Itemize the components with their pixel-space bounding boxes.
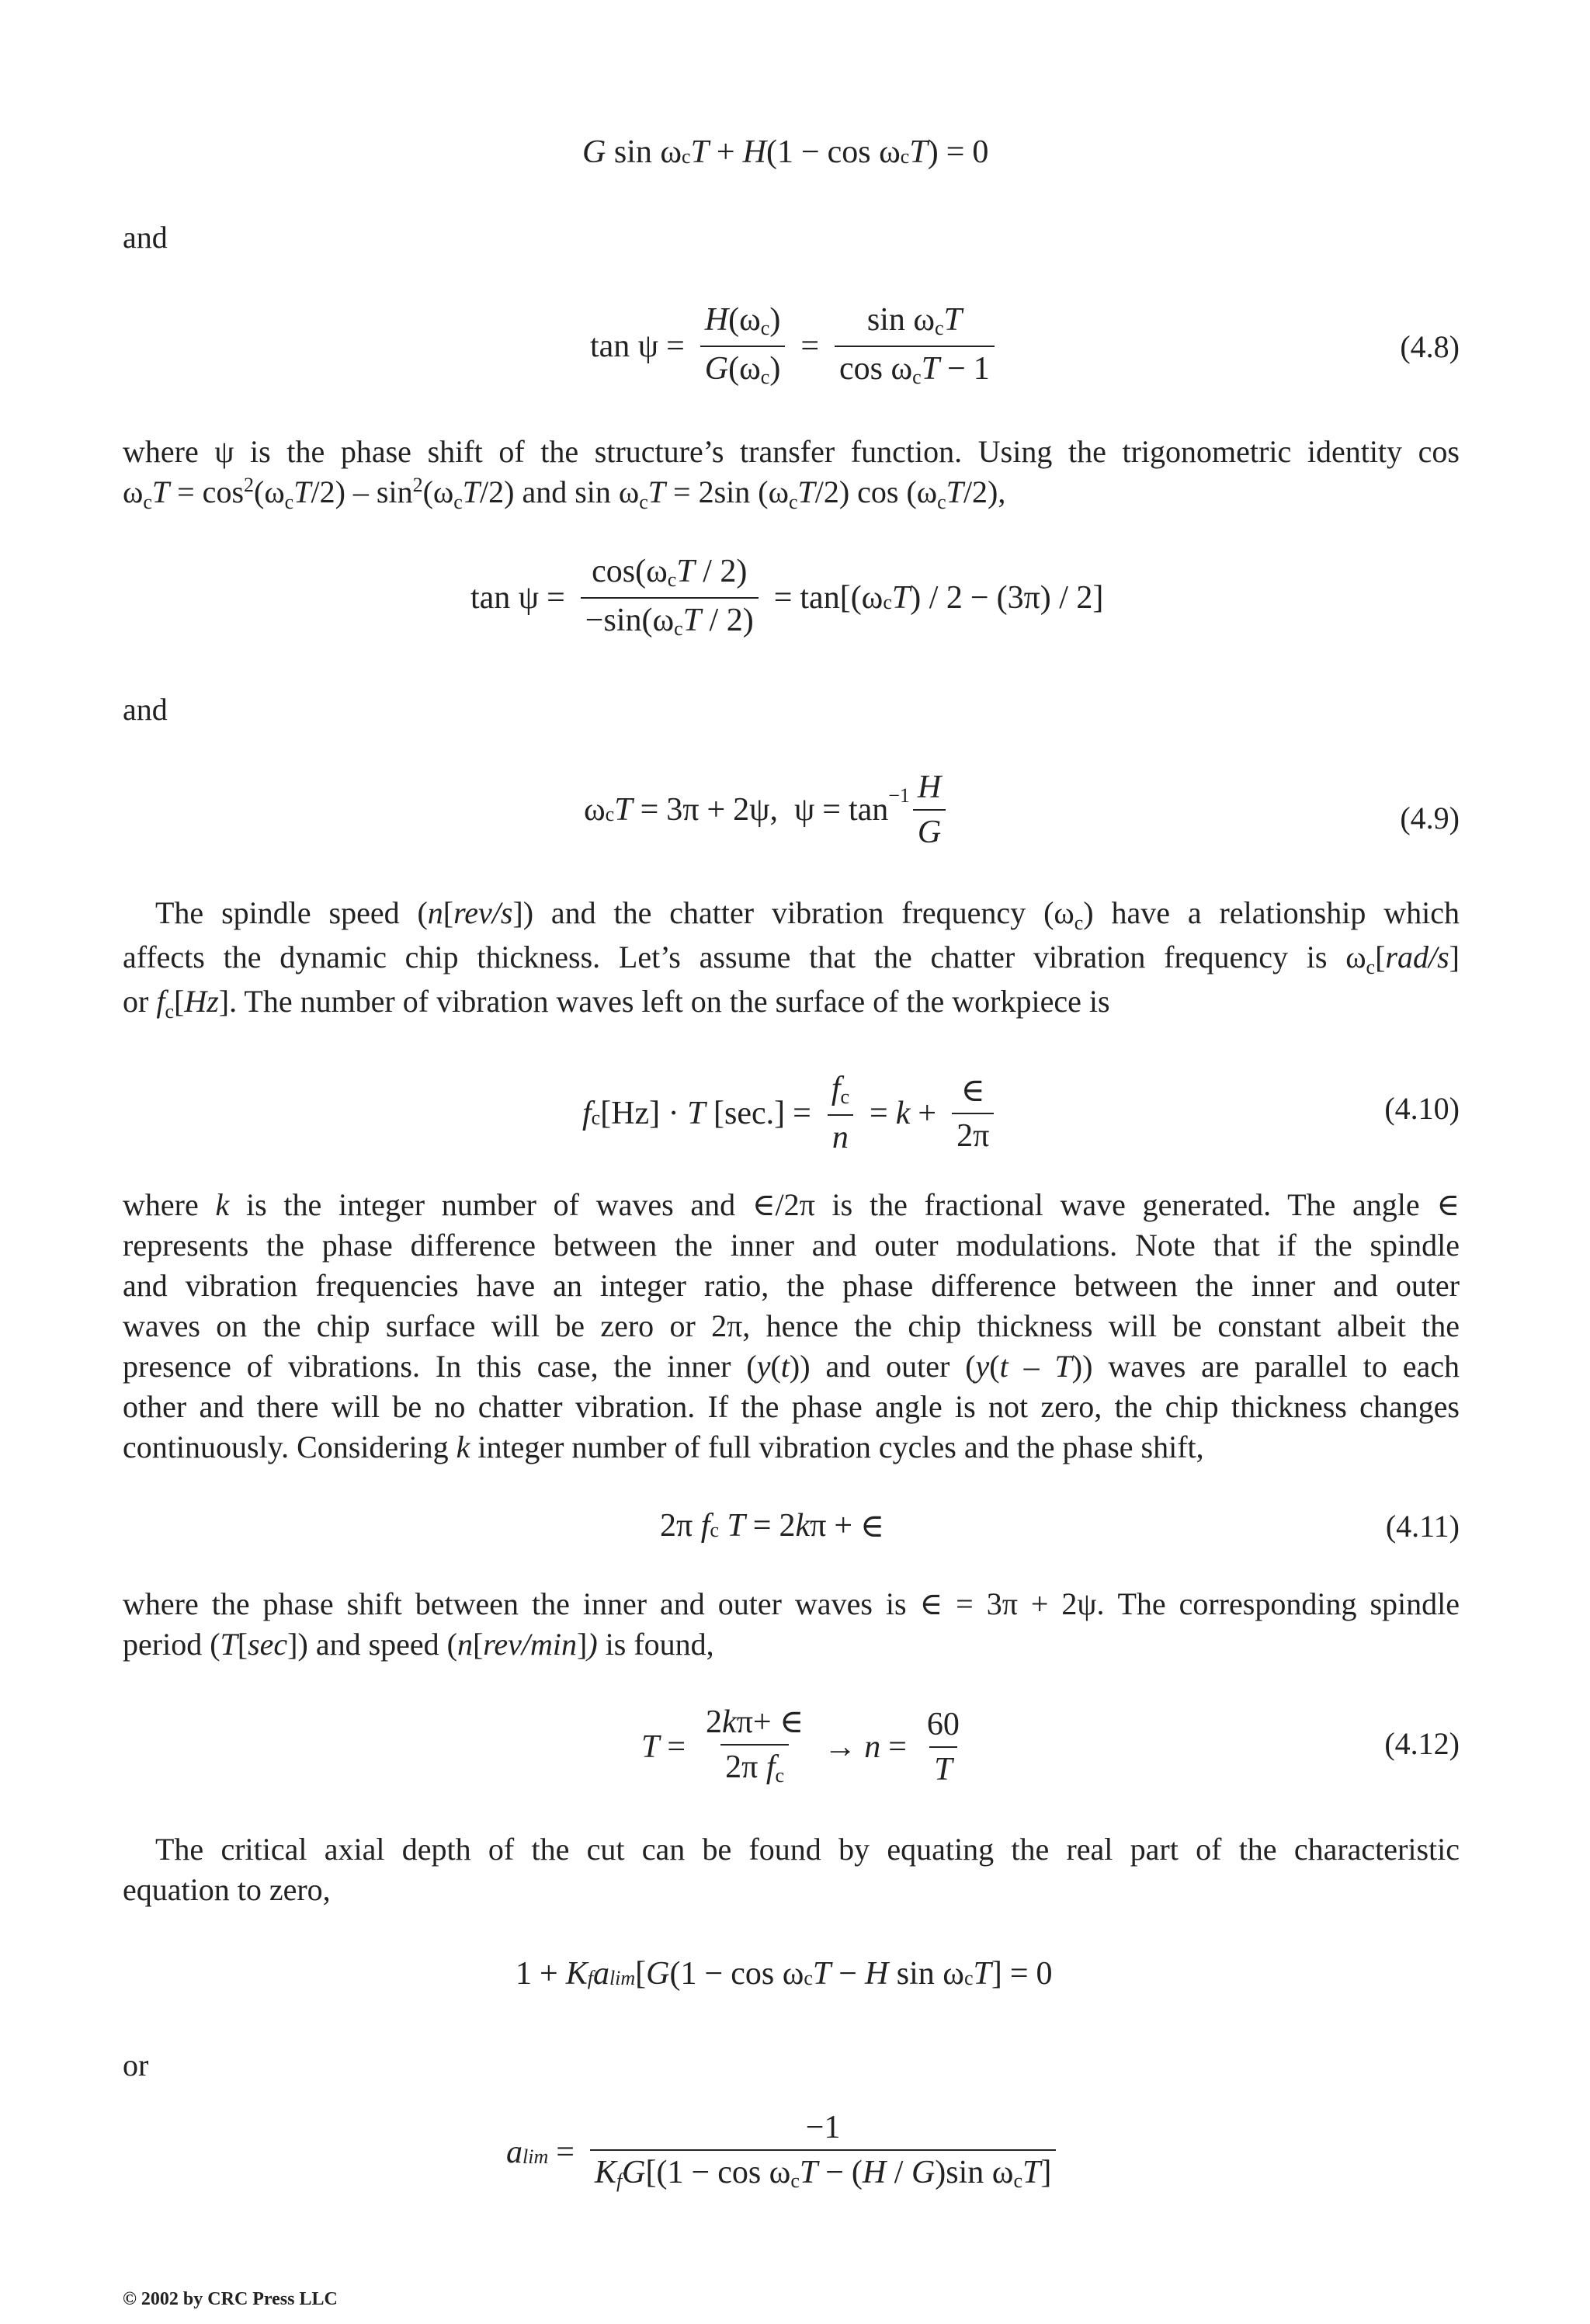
equation-number-4-10: (4.10) xyxy=(1384,1091,1460,1126)
equation-number-4-9: (4.9) xyxy=(1400,801,1460,835)
text-and: and xyxy=(123,692,168,727)
text-line: and vibration frequencies have an integer ratio, the phase difference between the inner and outer xyxy=(123,1268,1460,1303)
text-line-with-math: where k is the integer number of waves and ∈/2π is the fractional wave generated. The angle ∈ xyxy=(123,1187,1460,1222)
equation-4-12: T = $\frac{2k\pi+ \in}{2\pi f_c}$ → n = $\frac{60}{T}$ xyxy=(641,1704,972,1790)
equation-4-11: 2π f $_c$ T = 2 k π + ∈ xyxy=(660,1508,885,1544)
equation-characteristic-real-part: 1 + K $_f$ a $_{lim}$ [ G (1 − cos ω $_c$ T − H sin ω $_c$ T ] = 0 xyxy=(516,1956,1053,1992)
equation-gh-zero: G sin ω $_c$ T + H (1 − cos ω $_c$ T ) = 0 xyxy=(582,134,989,170)
equation-number-4-8: (4.8) xyxy=(1400,329,1460,364)
equation-4-9: ω $_c$ T = 3π + 2ψ, ψ = tan $^{-1}$ $\frac{H}{G}$ xyxy=(584,769,953,851)
text-line: waves on the chip surface will be zero or 2π, hence the chip thickness will be constant albeit the xyxy=(123,1308,1460,1343)
text-line-with-math: $\omega_cT = \cos^2(\omega_cT/2) - \sin^2(\omega_cT/2)$ and $\sin \omega_cT = 2\sin$ $(\omega_cT/2)$ $\cos (\omega_cT/2)$, xyxy=(123,474,1006,513)
text-line-with-math: or $f_c[Hz]$. The number of vibration waves left on the surface of the workpiece is xyxy=(123,984,1110,1023)
text-and: and xyxy=(123,220,168,255)
paragraph-spindle-period xyxy=(123,1584,1460,1665)
equation-tan-psi-identity: tan ψ = $\frac{\cos(\omega_cT / 2)}{-\sin(\omega_cT / 2)}$ = tan[(ω $_c$ T ) / 2 − (3π) / 2] xyxy=(470,553,1103,643)
text-line-with-math: affects the dynamic chip thickness. Let’s assume that the chatter vibration frequency is $\omega_c[rad/s]$ xyxy=(123,940,1460,978)
paragraph-phase-difference xyxy=(123,1185,1460,1468)
text-line-with-math: continuously. Considering k integer number of full vibration cycles and the phase shift, xyxy=(123,1429,1204,1464)
text-line: other and there will be no chatter vibration. If the phase angle is not zero, the chip thickness changes xyxy=(123,1389,1460,1424)
copyright-footer: © 2002 by CRC Press LLC xyxy=(123,2289,338,2309)
equation-4-8: tan ψ = $\frac{H(\omega_c)}{G(\omega_c)}$ = $\frac{\sin \omega_cT}{\cos \omega_cT - 1}$ xyxy=(590,301,1002,391)
text-line: represents the phase difference between the inner and outer modulations. Note that if the spindle xyxy=(123,1228,1460,1263)
paragraph-spindle-speed xyxy=(123,893,1460,1026)
text-line-with-math: period (T[sec]) and speed (n[rev/min]) is found, xyxy=(123,1627,714,1662)
equation-4-10: f $_c$ [Hz] · T [sec.] = $\frac{f_c}{n}$ = k + $\frac{\in}{2\pi}$ xyxy=(582,1070,1002,1156)
text-line: where ψ is the phase shift of the structure’s transfer function. Using the trigonometric identity cos xyxy=(123,434,1460,469)
text-or: or xyxy=(123,2048,149,2083)
equation-number-4-12: (4.12) xyxy=(1384,1726,1460,1761)
text-line-with-math: presence of vibrations. In this case, the inner (y(t)) and outer (y(t – T)) waves are parallel to each xyxy=(123,1349,1460,1384)
text-line-with-math: The spindle speed (n[rev/s]) and the chatter vibration frequency $(\omega_c)$ have a relationship which xyxy=(155,895,1460,934)
text-line: where the phase shift between the inner and outer waves is ∈ = 3π + 2ψ. The corresponding spindle xyxy=(123,1586,1460,1621)
text-line: equation to zero, xyxy=(123,1872,331,1907)
paragraph-phase-shift xyxy=(123,432,1460,516)
equation-a-lim: a $_{lim}$ = $\frac{-1}{K_fG[(1 - \cos \omega_cT - (H / G)\sin \omega_cT]}$ xyxy=(506,2109,1064,2195)
text-line: The critical axial depth of the cut can be found by equating the real part of the characteristic xyxy=(155,1832,1460,1867)
paragraph-critical-depth xyxy=(123,1829,1460,1910)
equation-number-4-11: (4.11) xyxy=(1385,1509,1460,1544)
